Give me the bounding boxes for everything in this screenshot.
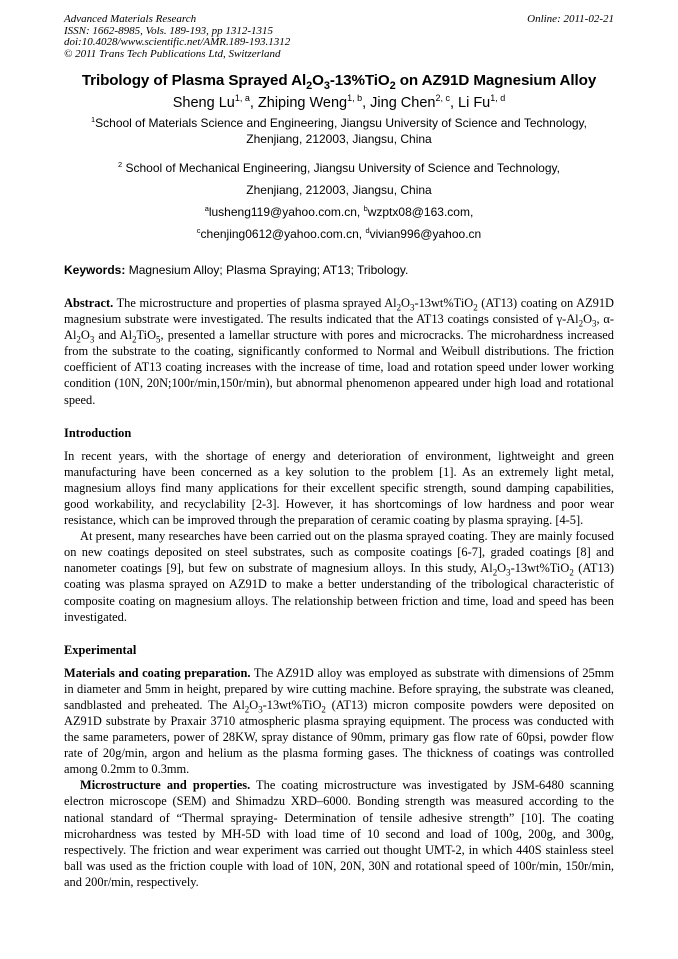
copyright-line: © 2011 Trans Tech Publications Ltd, Switzerland (64, 47, 281, 60)
author-name: Sheng Lu (172, 95, 235, 111)
paper-title (64, 72, 614, 93)
paragraph-text: At present, many researches have been carried out on the plasma sprayed coating. They are mainly focused on new coatings deposited on steel substrates, such as composite coatings [6-7], graded coatings [8] and nanometer coatings [9], but few on substrate of magnesium alloys. In this study, Al (64, 529, 614, 576)
abstract-text: and Al (94, 328, 133, 343)
email-mark: b (363, 204, 368, 213)
paragraph-text: The AZ91D alloy was employed as substrate with dimensions of 25mm in diameter and 5mm in height, prepared by wire cutting machine. Before spraying, the substrate was cleaned, sandblasted and preheated. The Al (64, 665, 614, 712)
issn-line: ISSN: 1662-8985, Vols. 189-193, pp 1312-1315 (64, 24, 273, 37)
author-affiliation-mark: 1, d (490, 93, 506, 104)
email-address: vivian996@yahoo.cn (369, 227, 482, 241)
subscript: 2 (473, 302, 478, 313)
journal-header (64, 14, 614, 60)
title-subscript: 2 (306, 80, 313, 93)
subscript: 2 (321, 704, 326, 715)
intro-paragraph-2 (64, 528, 614, 625)
author-list (64, 95, 614, 111)
affiliation-mark: 1 (91, 115, 96, 124)
abstract-text: O (583, 312, 593, 327)
subscript: 2 (578, 318, 584, 329)
materials-paragraph (64, 665, 614, 778)
subscript: 2 (132, 334, 137, 345)
email-address: lusheng119@yahoo.com.cn, (208, 205, 364, 219)
intro-paragraph-1: In recent years, with the shortage of energy and deterioration of environment, lightweight and green manufacturing have been concerned as a key solution to the problem [1]. As an extremely light metal, magnesium alloys find many applications for their excellent specific strength, sound damping capabilities, good workability, and recyclability [2-3]. However, it has shortcomings of low hardness and poor wear resistance, which can be improved through the preparation of ceramic coating by plasma spraying. [4-5]. (64, 448, 614, 528)
online-date: Online: 2011-02-21 (527, 13, 614, 25)
keywords-label: Keywords: (64, 263, 126, 277)
abstract-text: (AT13) coating on AZ91D magnesium substrate were investigated. The results indicated that the AT13 coatings consisted of γ-Al (64, 296, 614, 327)
author-name: , Jing Chen (362, 95, 436, 111)
paragraph-text: -13wt%TiO (510, 561, 570, 576)
section-heading-experimental: Experimental (64, 642, 137, 657)
subsection-label: Materials and coating preparation. (64, 665, 251, 680)
affiliation-text: School of Materials Science and Engineering, Jiangsu University of Science and Technology, (95, 116, 587, 130)
paragraph-text: O (497, 561, 507, 576)
title-subscript: 2 (389, 80, 396, 93)
author-affiliation-mark: 1, b (347, 93, 363, 104)
title-part: Tribology of Plasma Sprayed Al (81, 72, 307, 89)
email-address: chenjing0612@yahoo.com.cn, (200, 227, 366, 241)
subscript: 3 (258, 704, 263, 715)
abstract-text: TiO (136, 328, 157, 343)
subscript: 2 (396, 302, 402, 313)
doi-line: doi:10.4028/www.scientific.net/AMR.189-193.1312 (64, 36, 291, 48)
author-affiliation-mark: 1, a (234, 93, 250, 104)
keywords-text: Magnesium Alloy; Plasma Spraying; AT13; Tribology. (125, 263, 409, 277)
email-list (64, 201, 614, 245)
email-mark: a (204, 204, 209, 213)
email-mark: c (196, 226, 201, 235)
abstract-text: O (401, 296, 410, 310)
subscript: 3 (89, 334, 95, 345)
email-mark: d (365, 226, 370, 235)
affiliation-text: Zhenjiang, 212003, Jiangsu, China (246, 132, 432, 146)
affiliation-mark: 2 (118, 160, 123, 169)
subscript: 2 (569, 567, 574, 578)
abstract-text: , α-Al (64, 312, 614, 343)
author-name: , Li Fu (449, 95, 491, 111)
affiliation-2 (64, 157, 614, 201)
subscript: 3 (592, 318, 597, 329)
paper-page (64, 14, 614, 890)
title-subscript: 3 (323, 80, 330, 93)
affiliation-1 (64, 115, 614, 147)
subscript: 2 (244, 704, 250, 715)
title-part: on AZ91D Magnesium Alloy (395, 72, 597, 89)
journal-name: Advanced Materials Research (64, 13, 197, 25)
author-name: , Zhiping Weng (249, 95, 348, 111)
affiliation-text: School of Mechanical Engineering, Jiangsu University of Science and Technology, (122, 161, 560, 175)
abstract (64, 295, 614, 408)
paragraph-text: (AT13) coating was plasma sprayed on AZ91D to make a better understanding of the tribological characteristic of composite coating on magnesium alloys. The relationship between friction and time, load and speed has been investigated. (64, 561, 614, 624)
abstract-text: The microstructure and properties of plasma sprayed Al (113, 296, 397, 310)
microstructure-paragraph (64, 777, 614, 890)
subscript: 2 (76, 334, 81, 345)
abstract-text: , presented a lamellar structure with pores and microcracks. The microhardness increased from the substrate to the coating, significantly conformed to Normal and Weibull distributions. The friction coefficient of AT13 coating increases with the increase of time, load and rotation speed under lower working condition (10N, 20N;100r/min,150r/min), but abnormal phenomenon appeared under high load and rotational speed. (64, 328, 615, 407)
author-affiliation-mark: 2, c (435, 93, 450, 104)
paragraph-text: -13wt%TiO (262, 697, 322, 712)
affiliation-text: Zhenjiang, 212003, Jiangsu, China (246, 183, 432, 197)
keywords (64, 263, 614, 277)
paragraph-text: (AT13) micron composite powders were deposited on AZ91D substrate by Praxair 3710 atmospheric plasma spraying equipment. The process was conducted with the same parameters, power of 28KW, spray distance of 90mm, primary gas flow rate of 60psi, powder flow rate of 20g/min, argon and helium as the plasma forming gases. The thickness of coatings was controlled among 0.2mm to 0.3mm. (64, 697, 614, 777)
paragraph-text: The coating microstructure was investigated by JSM-6480 scanning electron microscope (SEM) and Shimadzu XRD–6000. Bonding strength was measured according to the national standard of “Thermal spraying- Determination of tensile adhesive strength” [10]. The coating microhardness was tested by MH-5D with load time of 10 second and load of 100g, 200g, and 300g, respectively. The friction and wear experiment was carried out thought UMT-2, in which 440S stainless steel ball was used as the friction couple with load of 10N, 20N, 30N and rotational speed of 100r/min, 150r/min, and 200r/min, respectively. (64, 778, 614, 889)
title-part: -13%TiO (329, 72, 390, 89)
subsection-label: Microstructure and properties. (80, 778, 251, 793)
section-heading-introduction: Introduction (64, 425, 132, 440)
paragraph-text: O (249, 697, 259, 712)
abstract-text: -13wt%TiO (414, 296, 474, 310)
subscript: 3 (506, 567, 511, 578)
subscript: 5 (156, 334, 161, 345)
abstract-label: Abstract. (64, 296, 114, 310)
subscript: 3 (410, 302, 415, 313)
subscript: 2 (492, 567, 498, 578)
abstract-text: O (80, 328, 90, 343)
email-address: wzptx08@163.com, (367, 205, 474, 219)
title-part: O (312, 72, 324, 89)
